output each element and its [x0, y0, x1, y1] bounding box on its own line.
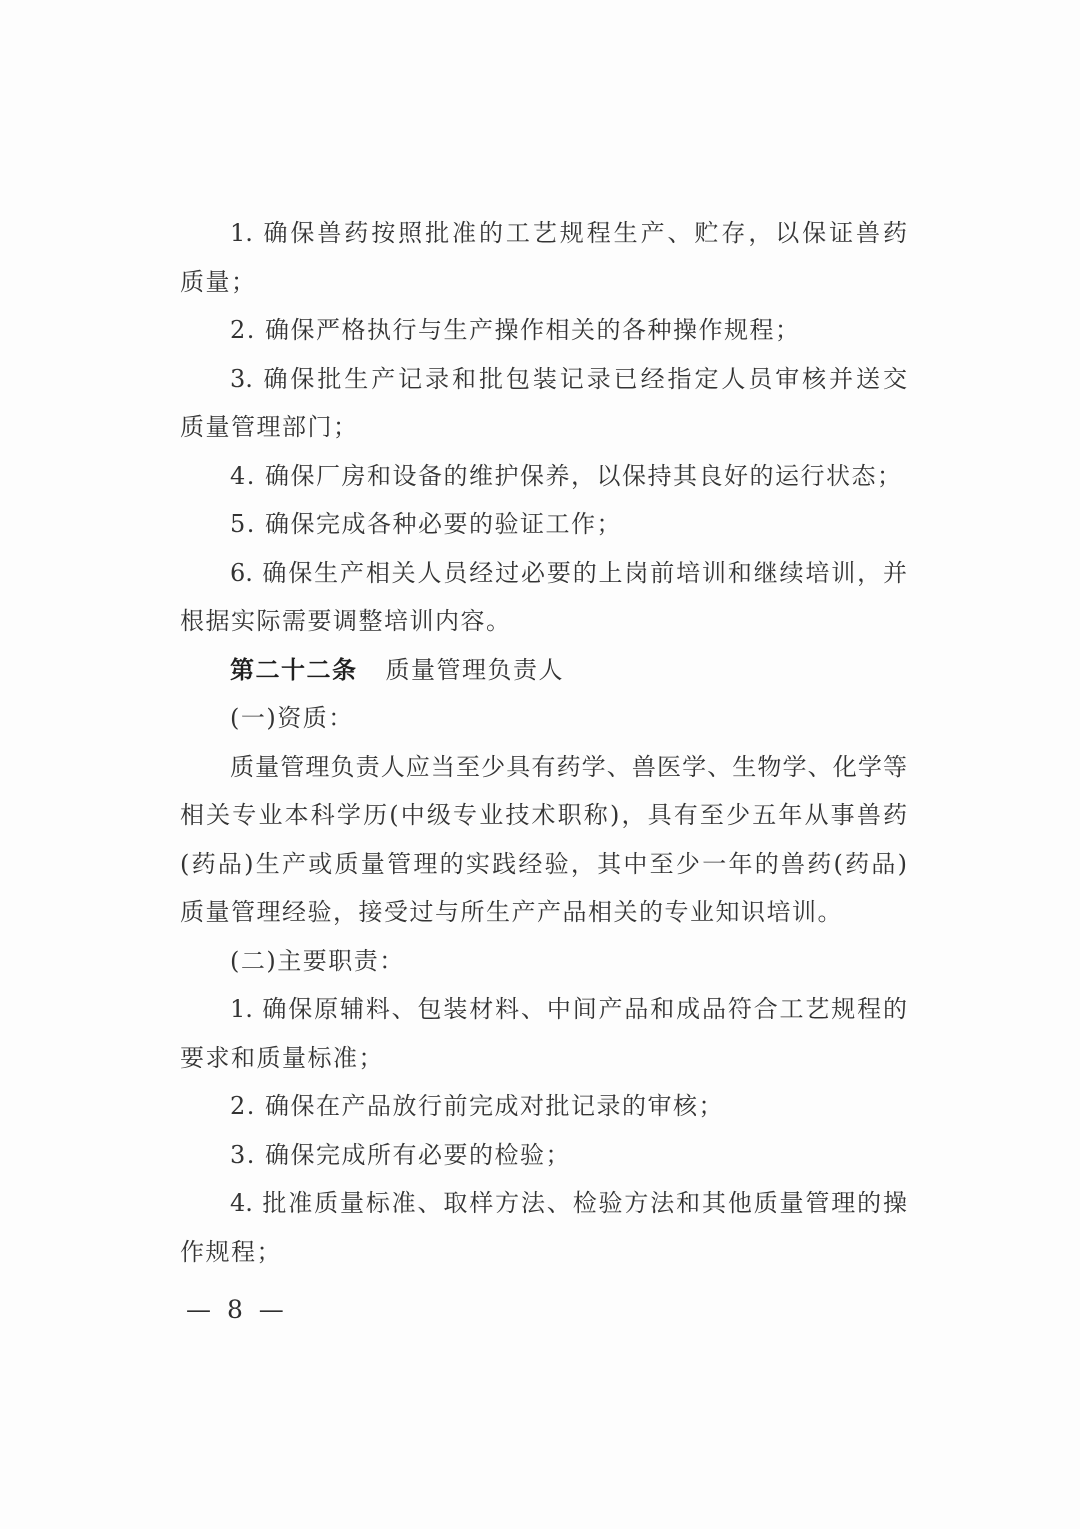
article-number: 第二十二条 — [230, 654, 358, 684]
document-body — [180, 209, 907, 1276]
text-line: 1. 确保原辅料、包装材料、中间产品和成品符合工艺规程的 — [230, 995, 907, 1023]
page-number: — 8 — — [186, 1295, 288, 1324]
text-line: 1. 确保兽药按照批准的工艺规程生产、贮存，以保证兽药 — [230, 219, 907, 247]
text-line: 4. 批准质量标准、取样方法、检验方法和其他质量管理的操 — [230, 1189, 907, 1217]
text-line: 3. 确保批生产记录和批包装记录已经指定人员审核并送交 — [230, 364, 907, 393]
text-line: 质量管理负责人应当至少具有药学、兽医学、生物学、化学等 — [230, 752, 907, 781]
text-line: 5. 确保完成各种必要的验证工作； — [230, 510, 623, 538]
text-line: (药品)生产或质量管理的实践经验，其中至少一年的兽药(药品) — [180, 849, 907, 878]
text-line: 4. 确保厂房和设备的维护保养，以保持其良好的运行状态； — [230, 461, 903, 490]
text-line: 2. 确保在产品放行前完成对批记录的审核； — [230, 1092, 725, 1120]
article-title: 质量管理负责人 — [385, 655, 564, 684]
text-line: 根据实际需要调整培训内容。 — [180, 607, 512, 635]
text-line: 相关专业本科学历(中级专业技术职称)，具有至少五年从事兽药 — [180, 801, 907, 829]
article-heading-line — [180, 646, 907, 695]
text-line: 质量； — [180, 267, 257, 296]
text-line: (二)主要职责： — [230, 946, 405, 975]
text-line: 6. 确保生产相关人员经过必要的上岗前培训和继续培训，并 — [230, 558, 907, 587]
text-line: 要求和质量标准； — [180, 1043, 384, 1072]
text-line: 质量管理经验，接受过与所生产产品相关的专业知识培训。 — [180, 898, 843, 926]
text-line: 2. 确保严格执行与生产操作相关的各种操作规程； — [230, 316, 801, 344]
text-line: 作规程； — [180, 1237, 282, 1266]
text-line: (一)资质： — [230, 704, 354, 732]
text-line: 3. 确保完成所有必要的检验； — [230, 1140, 572, 1169]
text-line: 质量管理部门； — [180, 413, 359, 441]
